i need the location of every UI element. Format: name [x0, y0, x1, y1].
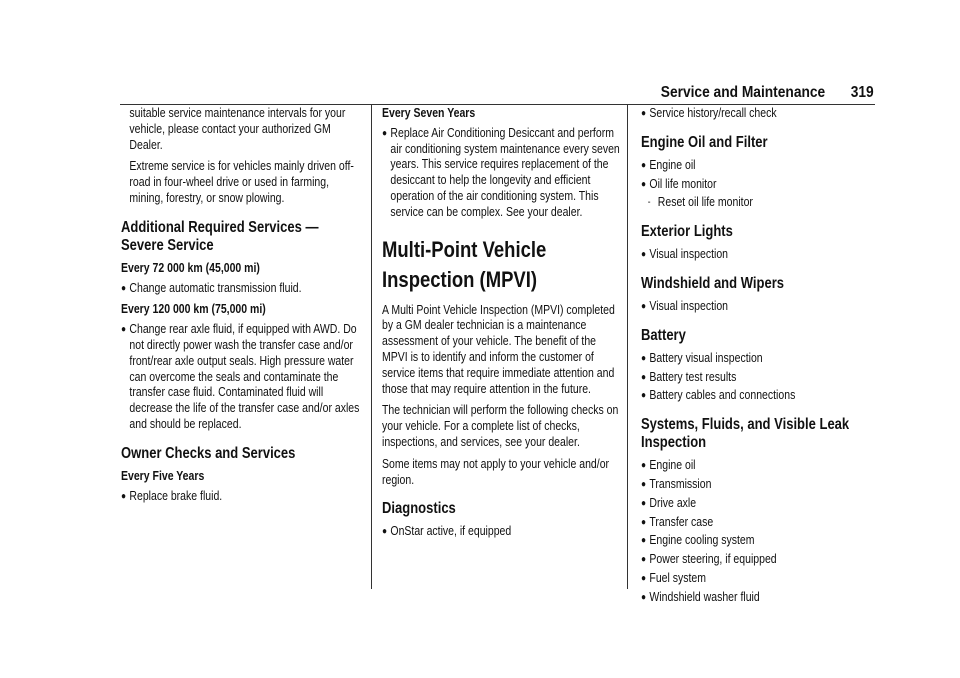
bullet-dot-icon: ● [641, 300, 647, 312]
interval-heading: Every Seven Years [382, 106, 476, 120]
column-1 [121, 106, 407, 510]
list-item: ● Drive axle [641, 495, 697, 510]
bullet-dot-icon: ● [641, 460, 647, 472]
section-title: Service and Maintenance [660, 84, 825, 101]
list-item: ● Battery cables and connections [641, 388, 796, 403]
bullet-dot-icon: ● [641, 478, 647, 490]
interval-heading: Every 72 000 km (45,000 mi) [121, 260, 260, 275]
bullet-dot-icon: ● [382, 127, 388, 139]
list-item: ● Battery visual inspection [641, 350, 763, 365]
section-heading: Engine Oil and Filter [641, 133, 768, 151]
bullet-dot-icon: ● [641, 591, 647, 603]
bullet-list [121, 281, 361, 297]
section-heading: Systems, Fluids, and Visible Leak Inspection [641, 416, 850, 452]
bullet-dot-icon: ● [641, 159, 647, 171]
bullet-list [641, 351, 881, 404]
section-heading: Diagnostics [382, 500, 456, 518]
list-item: ● Visual inspection [641, 298, 729, 313]
list-item: ● Oil life monitor [641, 176, 717, 191]
list-item: ● Fuel system [641, 570, 707, 585]
section-heading: Windshield and Wipers [641, 274, 785, 292]
list-item: ● Change automatic transmission fluid. [121, 280, 302, 295]
dash-icon: - [647, 197, 651, 209]
column-2 [382, 106, 668, 546]
bullet-dot-icon: ● [641, 108, 647, 119]
bullet-list [121, 322, 361, 433]
list-item: ● Power steering, if equipped [641, 552, 777, 567]
paragraph: Extreme service is for vehicles mainly driven off-road in four-wheel drive or used in farming, mining, forestry, or snow plowing. [129, 159, 354, 205]
paragraph: Some items may not apply to your vehicle and/or region. [382, 456, 610, 487]
bullet-dot-icon: ● [641, 371, 647, 383]
list-item: ● Visual inspection [641, 247, 729, 262]
bullet-dot-icon: ● [382, 526, 388, 538]
bullet-dot-icon: ● [641, 249, 647, 261]
bullet-list [382, 524, 622, 540]
bullet-dot-icon: ● [121, 490, 127, 502]
list-item: ● Windshield washer fluid [641, 589, 760, 604]
bullet-dot-icon: ● [641, 554, 647, 566]
column-3 [641, 106, 927, 612]
sub-list-item: - Reset oil life monitor [647, 195, 753, 210]
bullet-list [641, 158, 881, 211]
bullet-list [641, 458, 881, 605]
bullet-dot-icon: ● [121, 282, 127, 294]
paragraph: A Multi Point Vehicle Inspection (MPVI) completed by a GM dealer technician is a maintenance assessment of your vehicle. The benefit of the MPVI is to identify and inform the customer of service items that require immediate attention and those that may require attention in the future. [382, 302, 615, 396]
list-item: ● OnStar active, if equipped [382, 524, 512, 539]
interval-heading: Every Five Years [121, 468, 205, 483]
list-item: ● Replace brake fluid. [121, 488, 223, 503]
bullet-dot-icon: ● [641, 497, 647, 509]
list-item: ● Engine cooling system [641, 533, 755, 548]
paragraph: suitable service maintenance intervals for your vehicle, please contact your authorized GM Dealer. [129, 106, 346, 152]
bullet-list [121, 489, 361, 505]
list-item: ● Change rear axle fluid, if equipped with AWD. Do not directly power wash the transfer case and/or front/rear axle output seals. High pressure water can overcome the seals and contaminate the transfer case fluid. Contaminated fluid will decrease the life of the transfer case and/or axles and should be replaced. [121, 322, 360, 431]
bullet-list [641, 106, 881, 122]
interval-heading: Every 120 000 km (75,000 mi) [121, 302, 266, 317]
list-item: ● Engine oil [641, 157, 696, 172]
bullet-list [382, 126, 622, 221]
bullet-dot-icon: ● [641, 516, 647, 528]
bullet-dot-icon: ● [641, 535, 647, 547]
list-item: ● Replace Air Conditioning Desiccant and perform air conditioning system maintenance every seven years. This service requires replacement of the desiccant to help the longevity and efficient operation of the air conditioning system. This service can be complex. See your dealer. [382, 125, 620, 219]
bullet-list [641, 299, 881, 315]
section-heading: Additional Required Services — Severe Service [121, 218, 319, 254]
list-item: ● Transmission [641, 476, 712, 491]
section-heading: Owner Checks and Services [121, 444, 296, 462]
section-heading: Battery [641, 326, 686, 344]
list-item: ● Service history/recall check [641, 106, 777, 120]
bullet-list [641, 247, 881, 263]
list-item: ● Transfer case [641, 514, 714, 529]
page-number: 319 [851, 84, 874, 101]
bullet-dot-icon: ● [641, 572, 647, 584]
paragraph: The technician will perform the following checks on your vehicle. For a complete list of checks, inspections, and services, see your dealer. [382, 403, 619, 449]
bullet-dot-icon: ● [641, 390, 647, 402]
bullet-dot-icon: ● [641, 352, 647, 364]
bullet-dot-icon: ● [641, 178, 647, 190]
chapter-heading: Multi-Point Vehicle Inspection (MPVI) [382, 236, 547, 292]
section-heading: Exterior Lights [641, 223, 733, 241]
header-rule [120, 104, 875, 105]
list-item: ● Engine oil [641, 458, 696, 473]
bullet-dot-icon: ● [121, 324, 127, 336]
list-item: ● Battery test results [641, 369, 737, 384]
